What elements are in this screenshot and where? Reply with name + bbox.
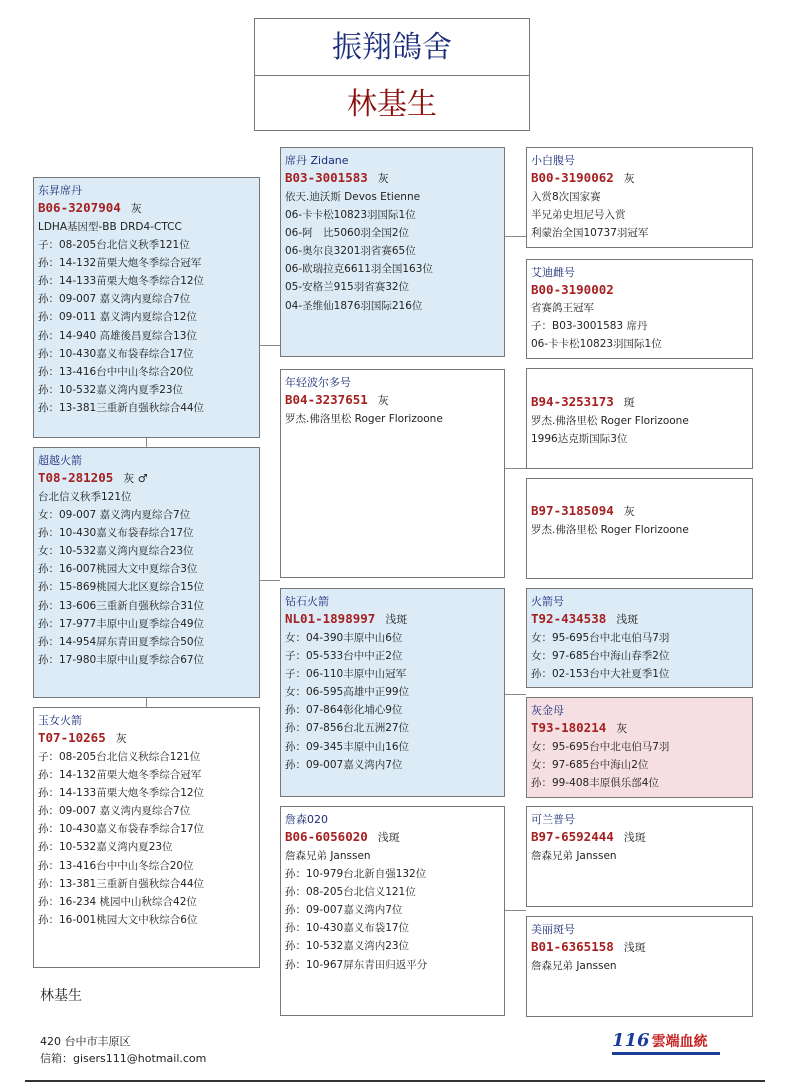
performance-line: 孙：09-011 嘉义湾内夏综合12位 bbox=[38, 311, 197, 324]
connector-line bbox=[259, 580, 280, 581]
performance-line: 孙：14-133苗栗大炮冬季综合12位 bbox=[38, 275, 205, 288]
dam-dam-card[interactable] bbox=[280, 806, 505, 1016]
brand-logo: 116 雲端血統 bbox=[612, 1030, 722, 1054]
performance-line: 罗杰.佛洛里松 Roger Florizoone bbox=[531, 415, 689, 427]
performance-line: 06-卡卡松10823羽国际1位 bbox=[531, 338, 662, 351]
performance-line: 女：95-695台中北屯伯马7羽 bbox=[531, 632, 670, 644]
title-box bbox=[254, 18, 530, 131]
connector-line bbox=[504, 236, 526, 237]
sd-sire-card[interactable] bbox=[526, 368, 753, 469]
pigeon-color: 灰 bbox=[623, 172, 635, 185]
performance-line: 孙：14-133苗栗大炮冬季综合12位 bbox=[38, 787, 205, 800]
pigeon-name: 东昇席丹 bbox=[38, 184, 82, 197]
performance-line: 女：97-685台中海山2位 bbox=[531, 759, 649, 772]
performance-line: 子：06-110丰原中山冠军 bbox=[285, 668, 407, 681]
pigeon-color: 斑 bbox=[623, 396, 635, 409]
performance-line: 女：97-685台中海山春季2位 bbox=[531, 650, 670, 663]
connector-line bbox=[146, 437, 147, 447]
performance-line: 省赛鸽王冠军 bbox=[531, 302, 594, 314]
pigeon-color: 灰 bbox=[616, 722, 628, 735]
pigeon-name: 超越火箭 bbox=[38, 454, 82, 467]
performance-line: 孙：10-532嘉义湾内夏23位 bbox=[38, 841, 173, 854]
pigeon-color: 浅斑 bbox=[377, 831, 400, 844]
performance-line: 孙：13-606三重新自强秋综合31位 bbox=[38, 599, 205, 612]
performance-line: 孙：09-007 嘉义湾内夏综合7位 bbox=[38, 805, 191, 818]
loft-name: 振翔鴿舍 bbox=[255, 19, 529, 76]
performance-line: 孙：08-205台北信义121位 bbox=[285, 886, 416, 899]
performance-line: 孙：02-153台中大社夏季1位 bbox=[531, 668, 670, 681]
performance-line: 孙：09-007嘉义湾内7位 bbox=[285, 904, 403, 917]
performance-line: 台北信义秋季121位 bbox=[38, 491, 132, 503]
address: 420 台中市丰原区 bbox=[40, 1035, 131, 1048]
ring-number: NL01-1898997 浅斑 bbox=[285, 611, 408, 626]
ring-number: B00-3190062 灰 bbox=[531, 170, 635, 185]
connector-line bbox=[504, 694, 526, 695]
pigeon-color: 浅斑 bbox=[616, 613, 639, 626]
email[interactable]: 信箱：gisers111@hotmail.com bbox=[40, 1052, 207, 1065]
pigeon-color: 灰 bbox=[115, 732, 127, 745]
performance-line: 女：09-007 嘉义湾内夏综合7位 bbox=[38, 509, 191, 522]
pigeon-color: 灰 bbox=[377, 394, 389, 407]
sire-dam-card[interactable] bbox=[280, 369, 505, 578]
owner-signature: 林基生 bbox=[40, 988, 82, 1004]
performance-line: 入赏8次国家赛 bbox=[531, 191, 601, 203]
performance-line: 女：95-695台中北屯伯马7羽 bbox=[531, 741, 670, 753]
sire-sire-card[interactable] bbox=[280, 147, 505, 357]
ds-sire-card[interactable] bbox=[526, 588, 753, 688]
sibling-card[interactable] bbox=[33, 707, 260, 968]
pigeon-name: 艾迪雌号 bbox=[531, 266, 575, 279]
pigeon-color: 灰 bbox=[130, 202, 142, 215]
performance-line: 子：05-533台中中正2位 bbox=[285, 650, 403, 663]
ring-number: B03-3001583 灰 bbox=[285, 170, 389, 185]
performance-line: 孙：14-132苗栗大炮冬季综合冠军 bbox=[38, 769, 202, 782]
pigeon-color: 浅斑 bbox=[385, 613, 408, 626]
pigeon-name: 钻石火箭 bbox=[285, 595, 329, 608]
performance-line: 詹森兄弟 Janssen bbox=[531, 960, 617, 972]
performance-line: 子：B03-3001583 席丹 bbox=[531, 320, 648, 333]
ring-number: B97-6592444 浅斑 bbox=[531, 829, 646, 844]
pigeon-name: 年轻波尔多号 bbox=[285, 376, 351, 389]
performance-line: 孙：15-869桃园大北区夏综合15位 bbox=[38, 581, 205, 594]
connector-line bbox=[504, 910, 526, 911]
pigeon-color: 灰 ♂ bbox=[123, 472, 148, 485]
ring-number: B97-3185094 灰 bbox=[531, 503, 635, 518]
pigeon-name: 火箭号 bbox=[531, 595, 564, 608]
performance-line: 孙：14-940 高雄後昌夏综合13位 bbox=[38, 329, 197, 342]
performance-line: 孙：10-430嘉义布袋春综合17位 bbox=[38, 527, 194, 540]
performance-line: 04-圣维仙1876羽国际216位 bbox=[285, 299, 423, 312]
performance-line: 孙：09-007 嘉义湾内夏综合7位 bbox=[38, 293, 191, 306]
pigeon-name: 美丽斑号 bbox=[531, 923, 575, 936]
ring-number: T92-434538 浅斑 bbox=[531, 611, 639, 626]
performance-line: 孙：07-864彰化埔心9位 bbox=[285, 704, 403, 717]
owner-name-title: 林基生 bbox=[347, 87, 437, 122]
performance-line: 孙：13-381三重新自强秋综合44位 bbox=[38, 877, 205, 890]
pigeon-name: 小白腹号 bbox=[531, 154, 575, 167]
ring-number: T08-281205 灰 ♂ bbox=[38, 470, 148, 485]
pigeon-color: 浅斑 bbox=[623, 831, 646, 844]
pigeon-name: 詹森020 bbox=[285, 813, 328, 826]
performance-line: 孙：10-979台北新自强132位 bbox=[285, 868, 427, 881]
sd-dam-card[interactable] bbox=[526, 478, 753, 579]
performance-line: 子：08-205台北信义秋季121位 bbox=[38, 239, 190, 252]
ring-number: B06-6056020 浅斑 bbox=[285, 829, 400, 844]
performance-line: 1996达克斯国际3位 bbox=[531, 433, 628, 446]
performance-line: 孙：09-007嘉义湾内7位 bbox=[285, 758, 403, 771]
performance-line: 孙：16-001桃园大文中秋综合6位 bbox=[38, 913, 198, 926]
performance-line: 罗杰.佛洛里松 Roger Florizoone bbox=[531, 524, 689, 536]
sire-card[interactable] bbox=[33, 177, 260, 438]
ring-number: T07-10265 灰 bbox=[38, 730, 127, 745]
dd-dam-card[interactable] bbox=[526, 916, 753, 1017]
performance-line: 06-卡卡松10823羽国际1位 bbox=[285, 209, 416, 222]
connector-line bbox=[259, 345, 280, 346]
pigeon-name: 席丹 Zidane bbox=[285, 154, 349, 167]
ring-number: B94-3253173 斑 bbox=[531, 394, 635, 409]
performance-line: 利蒙治全国10737羽冠军 bbox=[531, 227, 649, 240]
performance-line: 孙：07-856台北五洲27位 bbox=[285, 722, 410, 735]
ring-number: B04-3237651 灰 bbox=[285, 392, 389, 407]
dam-card[interactable] bbox=[33, 447, 260, 698]
pigeon-name: 玉女火箭 bbox=[38, 714, 82, 727]
performance-line: 孙：10-430嘉义布袋春综合17位 bbox=[38, 347, 194, 360]
performance-line: 06-阿 比5060羽全国2位 bbox=[285, 227, 410, 240]
connector-line bbox=[504, 468, 526, 469]
ring-number: B01-6365158 浅斑 bbox=[531, 939, 646, 954]
ring-number: B00-3190002 bbox=[531, 282, 614, 297]
performance-line: 孙：13-381三重新自强秋综合44位 bbox=[38, 401, 205, 414]
performance-line: 子：08-205台北信义秋综合121位 bbox=[38, 751, 201, 763]
connector-line bbox=[146, 697, 147, 707]
performance-line: 孙：16-234 桃园中山秋综合42位 bbox=[38, 895, 197, 908]
dd-sire-card[interactable] bbox=[526, 806, 753, 907]
performance-line: 依天.迪沃斯 Devos Etienne bbox=[285, 191, 421, 203]
performance-line: 女：06-595高雄中正99位 bbox=[285, 686, 410, 699]
performance-line: 半兄弟史坦尼号入赏 bbox=[531, 209, 626, 222]
pigeon-color: 浅斑 bbox=[623, 941, 646, 954]
performance-line: 06-奥尔良3201羽省赛65位 bbox=[285, 245, 416, 258]
dam-sire-card[interactable] bbox=[280, 588, 505, 797]
performance-line: 孙：10-532嘉义湾内23位 bbox=[285, 940, 410, 953]
performance-line: 孙：10-532嘉义湾内夏季23位 bbox=[38, 383, 184, 396]
performance-line: 孙：14-132苗栗大炮冬季综合冠军 bbox=[38, 257, 202, 270]
divider bbox=[25, 1080, 765, 1082]
ring-number: B06-3207904 灰 bbox=[38, 200, 142, 215]
ds-dam-card[interactable] bbox=[526, 697, 753, 798]
performance-line: 孙：10-430嘉义布袋春季综合17位 bbox=[38, 823, 205, 836]
performance-line: 詹森兄弟 Janssen bbox=[531, 850, 617, 862]
ss-dam-card[interactable] bbox=[526, 259, 753, 359]
pigeon-color: 灰 bbox=[377, 172, 389, 185]
performance-line: 孙：13-416台中中山冬综合20位 bbox=[38, 859, 194, 872]
performance-line: 孙：17-977丰原中山夏季综合49位 bbox=[38, 617, 205, 630]
performance-line: 孙：16-007桃园大文中夏综合3位 bbox=[38, 563, 198, 576]
performance-line: 詹森兄弟 Janssen bbox=[285, 850, 371, 862]
ring-number: T93-180214 灰 bbox=[531, 720, 628, 735]
contact-info bbox=[40, 1033, 206, 1067]
performance-line: LDHA基因型-BB DRD4-CTCC bbox=[38, 221, 182, 233]
pigeon-name: 灰金母 bbox=[531, 704, 564, 717]
performance-line: 05-安格兰915羽省赛32位 bbox=[285, 281, 410, 294]
performance-line: 孙：10-967屏东青田归返平分 bbox=[285, 958, 428, 971]
performance-line: 孙：09-345丰原中山16位 bbox=[285, 740, 410, 753]
performance-line: 06-欧瑞拉克6611羽全国163位 bbox=[285, 263, 433, 276]
pigeon-name: 可兰普号 bbox=[531, 813, 575, 826]
performance-line: 孙：13-416台中中山冬综合20位 bbox=[38, 365, 194, 378]
performance-line: 孙：17-980丰原中山夏季综合67位 bbox=[38, 653, 205, 666]
performance-line: 孙：99-408丰原俱乐部4位 bbox=[531, 777, 659, 790]
ss-sire-card[interactable] bbox=[526, 147, 753, 248]
performance-line: 孙：14-954屏东青田夏季综合50位 bbox=[38, 635, 205, 648]
performance-line: 女：10-532嘉义湾内夏综合23位 bbox=[38, 545, 194, 558]
performance-line: 罗杰.佛洛里松 Roger Florizoone bbox=[285, 413, 443, 425]
performance-line: 女：04-390丰原中山6位 bbox=[285, 632, 403, 644]
performance-line: 孙：10-430嘉义布袋17位 bbox=[285, 922, 410, 935]
pigeon-color: 灰 bbox=[623, 505, 635, 518]
